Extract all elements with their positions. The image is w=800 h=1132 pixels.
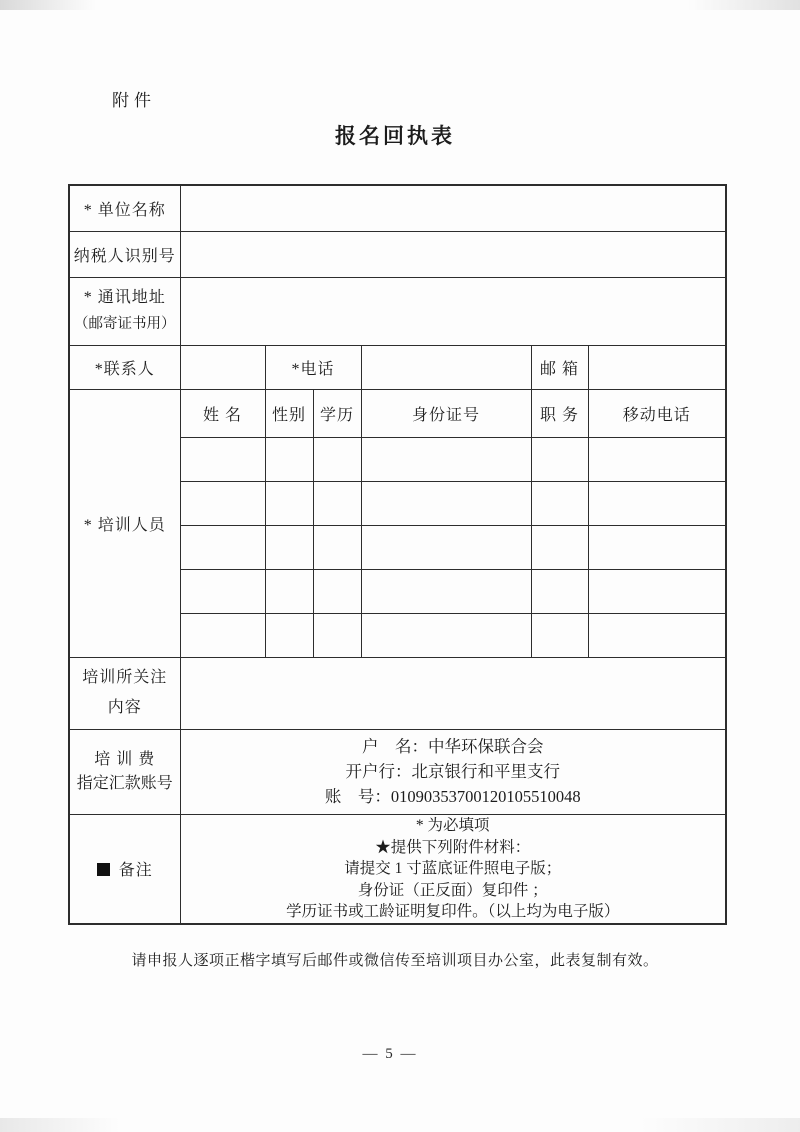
trainee-cell bbox=[180, 525, 265, 569]
trainee-cell bbox=[588, 569, 726, 613]
concerns-value bbox=[180, 657, 726, 729]
email-value bbox=[588, 345, 726, 389]
remark-line: * 为必填项 bbox=[415, 817, 490, 834]
unit-name-value bbox=[180, 185, 726, 231]
trainee-cell bbox=[361, 481, 531, 525]
trainee-cell bbox=[313, 481, 361, 525]
row-concerns bbox=[69, 657, 726, 729]
trainee-cell bbox=[313, 613, 361, 657]
trainee-col-header-position: 职 务 bbox=[531, 389, 588, 437]
trainee-cell bbox=[588, 613, 726, 657]
remark-line: ★提供下列附件材料： bbox=[375, 838, 531, 856]
trainee-cell bbox=[265, 437, 313, 481]
trainee-cell bbox=[265, 613, 313, 657]
payment-label-line1: 培 训 费 bbox=[94, 750, 156, 768]
bank-branch: 开户行：北京银行和平里支行 bbox=[345, 762, 560, 781]
trainee-cell bbox=[313, 569, 361, 613]
trainee-cell bbox=[531, 525, 588, 569]
payment-label-line2: 指定汇款账号 bbox=[76, 774, 173, 792]
trainees-label: * 培训人员 bbox=[69, 389, 180, 657]
address-label-line2: （邮寄证书用） bbox=[74, 316, 176, 332]
payment-label bbox=[69, 729, 180, 814]
footer-note: 请申报人逐项正楷字填写后邮件或微信传至培训项目办公室，此表复制有效。 bbox=[131, 953, 659, 969]
trainee-cell bbox=[180, 481, 265, 525]
trainee-col-header-gender: 性别 bbox=[265, 389, 313, 437]
trainee-cell bbox=[361, 437, 531, 481]
taxpayer-id-label: 纳税人识别号 bbox=[69, 231, 180, 277]
row-payment bbox=[69, 729, 726, 814]
remarks-label bbox=[69, 814, 180, 924]
bank-account-number: 账 号：01090353700120105510048 bbox=[324, 787, 581, 806]
row-contact bbox=[69, 345, 726, 389]
row-unit-name bbox=[69, 185, 726, 231]
concerns-label bbox=[69, 657, 180, 729]
payment-details bbox=[180, 729, 726, 814]
black-square-bullet-icon bbox=[97, 863, 110, 876]
trainee-cell bbox=[588, 525, 726, 569]
unit-name-label: * 单位名称 bbox=[69, 185, 180, 231]
phone-value bbox=[361, 345, 531, 389]
row-taxpayer-id bbox=[69, 231, 726, 277]
attachment-label: 附件 bbox=[112, 91, 156, 110]
remarks-label-text: 备注 bbox=[118, 862, 153, 880]
trainee-cell bbox=[361, 569, 531, 613]
registration-form-table bbox=[68, 184, 727, 925]
trainee-cell bbox=[531, 569, 588, 613]
remarks-content bbox=[180, 814, 726, 924]
trainee-cell bbox=[265, 525, 313, 569]
email-label: 邮 箱 bbox=[531, 345, 588, 389]
trainee-col-header-mobile: 移动电话 bbox=[588, 389, 726, 437]
trainee-col-header-education: 学历 bbox=[313, 389, 361, 437]
trainee-cell bbox=[180, 437, 265, 481]
remark-line: 身份证（正反面）复印件 ； bbox=[357, 881, 548, 899]
trainee-cell bbox=[531, 481, 588, 525]
taxpayer-id-value bbox=[180, 231, 726, 277]
row-address bbox=[69, 277, 726, 345]
bank-account-name: 户 名：中华环保联合会 bbox=[362, 737, 544, 756]
contact-label: *联系人 bbox=[69, 345, 180, 389]
trainee-cell bbox=[313, 525, 361, 569]
trainee-cell bbox=[588, 437, 726, 481]
trainee-cell bbox=[531, 613, 588, 657]
trainee-cell bbox=[265, 481, 313, 525]
contact-name-value bbox=[180, 345, 265, 389]
remark-line: 学历证书或工龄证明复印件。（以上均为电子版） bbox=[286, 903, 620, 920]
form-title: 报名回执表 bbox=[335, 125, 455, 148]
row-trainee-header bbox=[69, 389, 726, 437]
trainee-cell bbox=[180, 569, 265, 613]
trainee-cell bbox=[265, 569, 313, 613]
trainee-cell bbox=[180, 613, 265, 657]
phone-label: *电话 bbox=[265, 345, 361, 389]
trainee-cell bbox=[588, 481, 726, 525]
concerns-label-line1: 培训所关注 bbox=[82, 669, 168, 686]
trainee-cell bbox=[361, 613, 531, 657]
trainee-col-header-name: 姓 名 bbox=[180, 389, 265, 437]
trainee-cell bbox=[361, 525, 531, 569]
concerns-label-line2: 内容 bbox=[107, 699, 142, 716]
row-remarks bbox=[69, 814, 726, 924]
trainee-col-header-id-number: 身份证号 bbox=[361, 389, 531, 437]
page-number: — 5 — bbox=[362, 1046, 418, 1062]
address-value bbox=[180, 277, 726, 345]
address-label bbox=[69, 277, 180, 345]
trainee-cell bbox=[313, 437, 361, 481]
remark-line: 请提交 1 寸蓝底证件照电子版； bbox=[344, 860, 562, 877]
trainee-cell bbox=[531, 437, 588, 481]
address-label-line1: * 通讯地址 bbox=[83, 289, 166, 306]
